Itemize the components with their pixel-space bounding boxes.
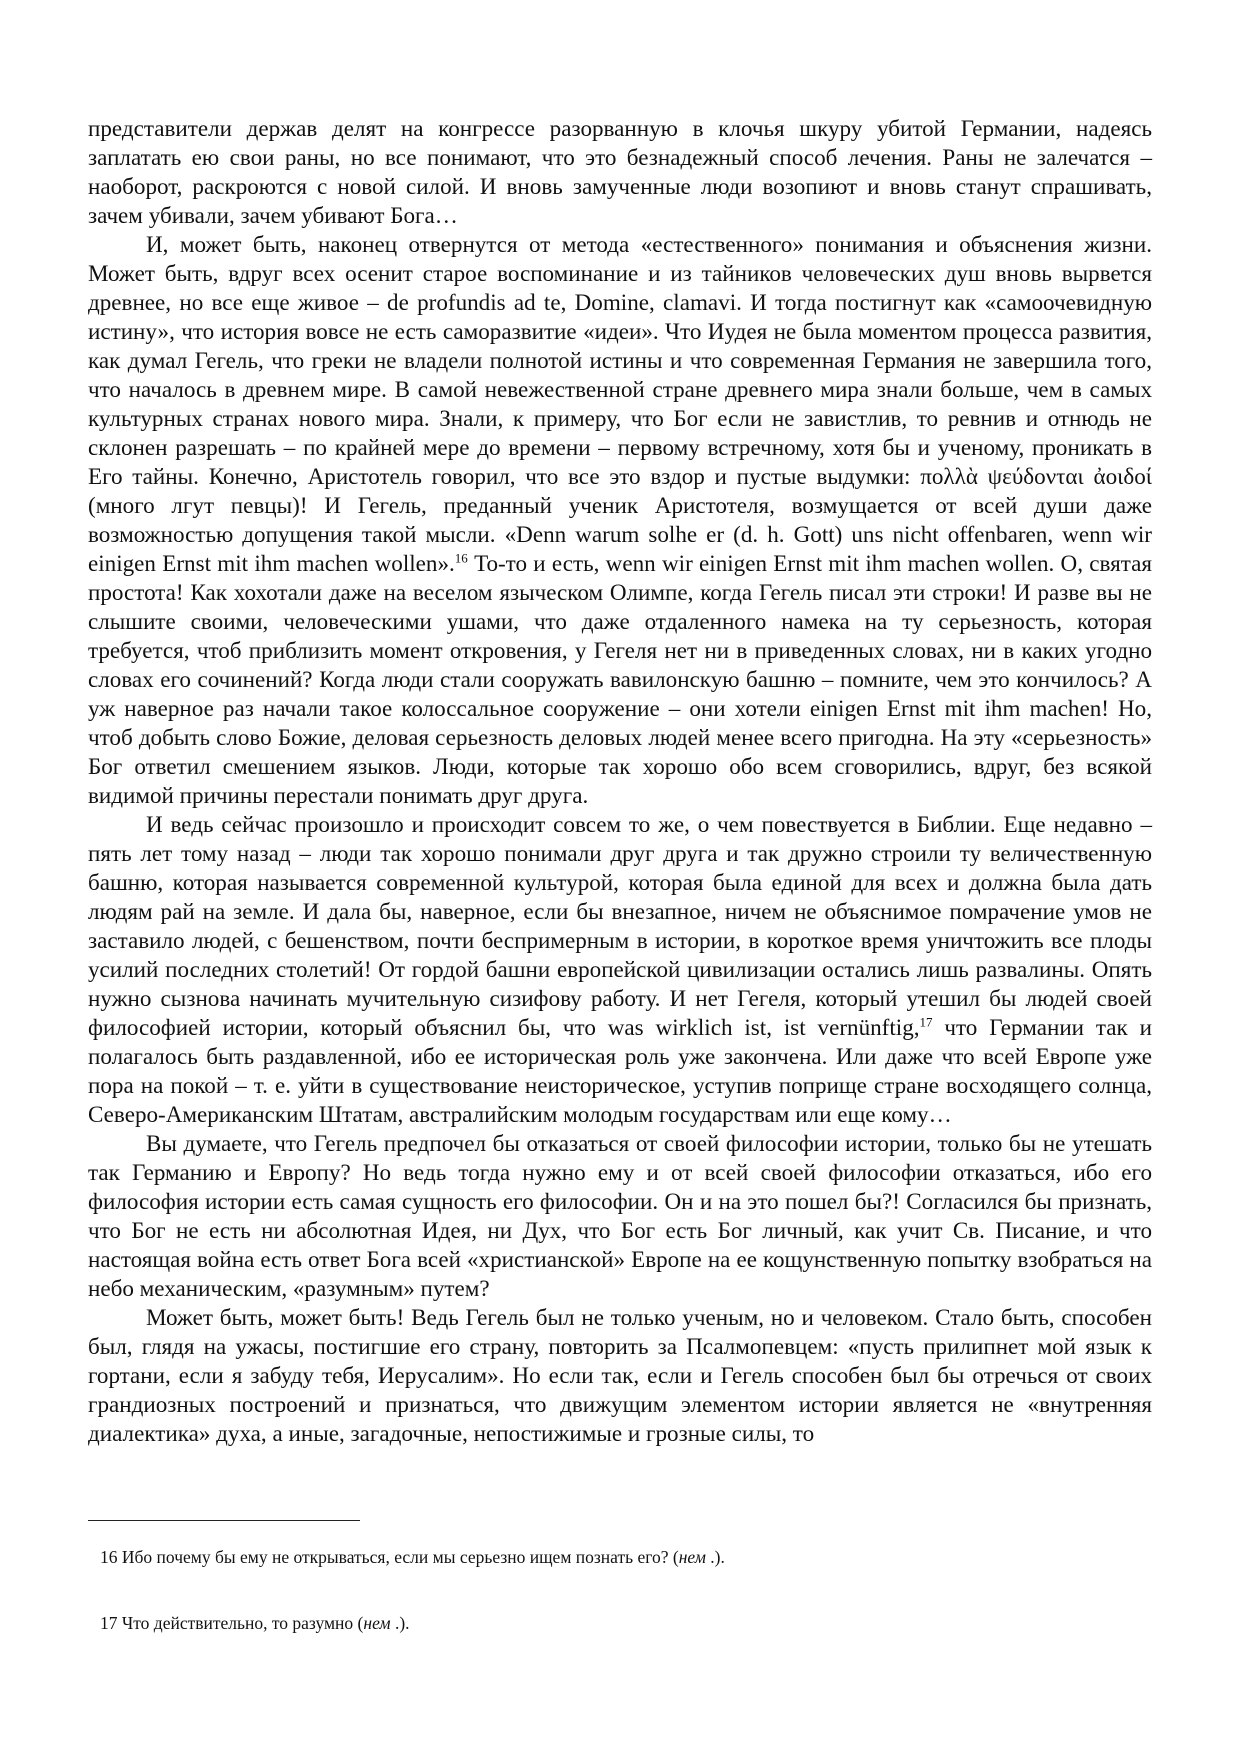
footnote-17-text: Что действительно, то разумно ( bbox=[121, 1613, 364, 1633]
paragraph-2-text-a: И, может быть, наконец отвернутся от метода «естественного» понимания и объяснения жизни. Может быть, вдруг всех осенит старое воспоминание и из тайников человеческих душ вновь вырвется древнее, но все еще живое – de profundis ad te, Domine, clamavi. И тогда постигнут как «самоочевидную истину», что история вовсе не есть саморазвитие «идеи». Что Иудея не была моментом процесса развития, как думал Гегель, что греки не владели полнотой истины и что современная Германия не завершила того, что началось в древнем мире. В самой невежественной стране древнего мира знали больше, чем в самых культурных странах нового мира. Знали, к примеру, что Бог если не завистлив, то ревнив и отнюдь не склонен разрешать – по крайней мере до времени – первому встречному, хотя бы и ученому, проникать в Его тайны. Конечно, Аристотель говорил, что все это вздор и пустые выдумки: πολλὰ ψεύδονται ἀοιδοί (много лгут певцы)! И Гегель, преданный ученик Аристотеля, возмущается от всей души даже возможностью допущения такой мысли. «Denn warum solhe er (d. h. Gott) uns nicht offenbaren, wenn wir einigen Ernst mit ihm machen wollen». bbox=[88, 231, 1152, 576]
paragraph-3-text-b: что Германии так и полагалось быть раздавленной, ибо ее историческая роль уже закончена. Или даже что всей Европе уже пора на покой – т. е. уйти в существование неисторическое, уступив поприще стране восходящего солнца, Северо-Американским Штатам, австралийским молодым государствам или еще кому… bbox=[88, 1014, 1152, 1127]
paragraph-4-text: Вы думаете, что Гегель предпочел бы отказаться от своей философии истории, только бы не утешать так Германию и Европу? Но ведь тогда нужно ему и от всей своей философии отказаться, ибо его философия истории есть самая сущность его философии. Он и на это пошел бы?! Согласился бы признать, что Бог не есть ни абсолютная Идея, ни Дух, что Бог есть Бог личный, как учит Св. Писание, и что настоящая война есть ответ Бога всей «христианской» Европе на ее кощунственную попытку взобраться на небо механическим, «разумным» путем? bbox=[88, 1130, 1152, 1301]
paragraph-3 bbox=[88, 810, 1152, 1129]
paragraph-5-text: Может быть, может быть! Ведь Гегель был не только ученым, но и человеком. Стало быть, способен был, глядя на ужасы, постигшие его страну, повторить за Псалмопевцем: «пусть прилипнет мой язык к гортани, если я забуду тебя, Иерусалим». Но если так, если и Гегель способен был бы отречься от своих грандиозных построений и признаться, что движущим элементом истории является не «внутренняя диалектика» духа, а иные, загадочные, непостижимые и грозные силы, то bbox=[88, 1304, 1152, 1446]
footnote-divider bbox=[88, 1520, 360, 1521]
footnote-16-number: 16 bbox=[100, 1547, 118, 1567]
footnote-16-close: .). bbox=[705, 1547, 725, 1567]
footnote-ref-17[interactable]: 17 bbox=[919, 1014, 933, 1030]
footnote-17-number: 17 bbox=[100, 1613, 118, 1633]
footnote-ref-16[interactable]: 16 bbox=[454, 550, 468, 566]
footnote-17-language-tag: нем bbox=[363, 1613, 391, 1633]
footnote-17 bbox=[100, 1612, 1140, 1634]
paragraph-1 bbox=[88, 114, 1152, 230]
paragraph-1-text: представители держав делят на конгрессе разорванную в клочья шкуру убитой Германии, надеясь заплатать ею свои раны, но все понимают, что это безнадежный способ лечения. Раны не залечатся – наоборот, раскроются с новой силой. И вновь замученные люди возопиют и вновь станут спрашивать, зачем убивали, зачем убивают Бога… bbox=[88, 115, 1152, 228]
paragraph-5 bbox=[88, 1303, 1152, 1448]
main-text bbox=[88, 114, 1152, 1448]
paragraph-4 bbox=[88, 1129, 1152, 1303]
footnote-16 bbox=[100, 1546, 1140, 1568]
footnote-17-close: .). bbox=[390, 1613, 410, 1633]
footnote-16-language-tag: нем bbox=[678, 1547, 706, 1567]
paragraph-2 bbox=[88, 230, 1152, 810]
paragraph-2-text-b: То-то и есть, wenn wir einigen Ernst mit ihm machen wollen. О, святая простота! Как хохотали даже на веселом языческом Олимпе, когда Гегель писал эти строки! И разве вы не слышите своими, человеческими ушами, что даже отдаленного намека на ту серьезность, которая требуется, чтоб приблизить момент откровения, у Гегеля нет ни в приведенных словах, ни в каких угодно словах его сочинений? Когда люди стали сооружать вавилонскую башню – помните, чем это кончилось? А уж наверное раз начали такое колоссальное сооружение – они хотели einigen Ernst mit ihm machen! Но, чтоб добыть слово Божие, деловая серьезность деловых людей менее всего пригодна. На эту «серьезность» Бог ответил смешением языков. Люди, которые так хорошо обо всем сговорились, вдруг, без всякой видимой причины перестали понимать друг друга. bbox=[88, 550, 1152, 808]
footnote-16-text: Ибо почему бы ему не открываться, если мы серьезно ищем познать его? ( bbox=[121, 1547, 679, 1567]
paragraph-3-text-a: И ведь сейчас произошло и происходит совсем то же, о чем повествуется в Библии. Еще недавно – пять лет тому назад – люди так хорошо понимали друг друга и так дружно строили ту величественную башню, которая называется современной культурой, которая была единой для всех и должна была дать людям рай на земле. И дала бы, наверное, если бы внезапное, ничем не объяснимое помрачение умов не заставило людей, с бешенством, почти беспримерным в истории, в короткое время уничтожить все плоды усилий последних столетий! От гордой башни европейской цивилизации остались лишь развалины. Опять нужно сызнова начинать мучительную сизифову работу. И нет Гегеля, который утешил бы людей своей философией истории, который объяснил бы, что was wirklich ist, ist vernünftig, bbox=[88, 811, 1152, 1040]
